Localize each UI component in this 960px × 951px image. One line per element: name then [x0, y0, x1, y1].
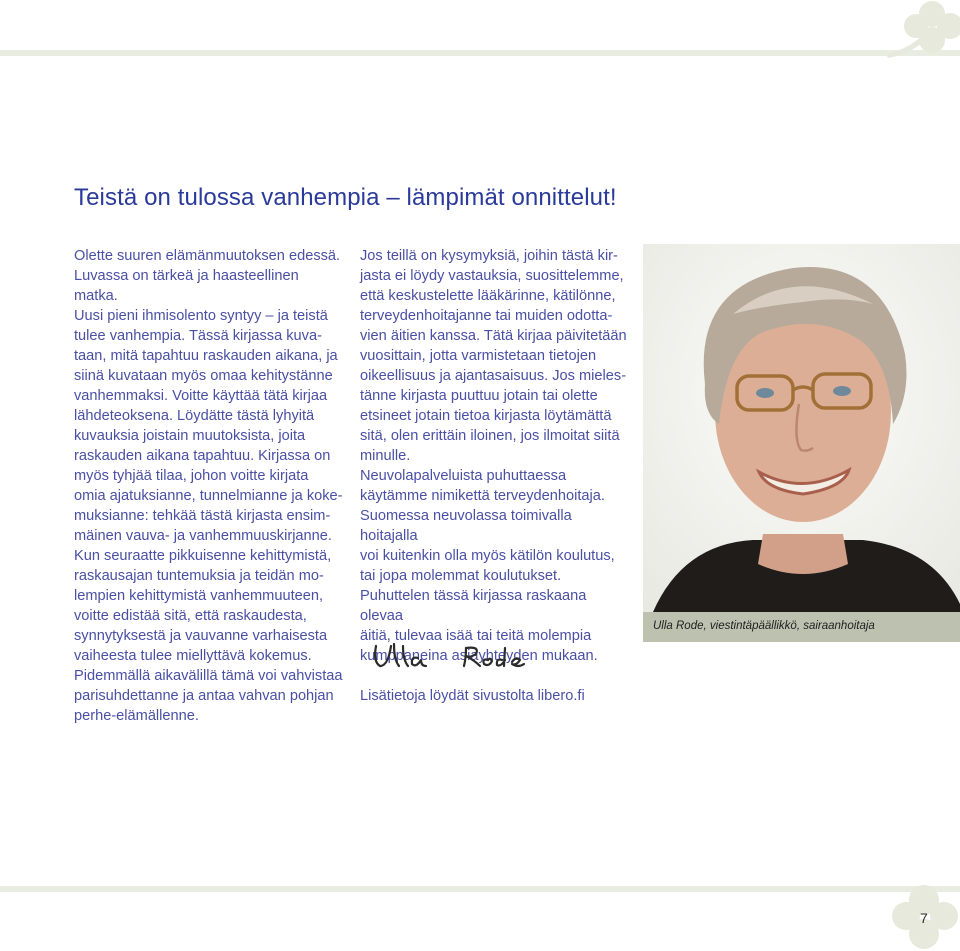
- top-decorative-band: [0, 50, 960, 56]
- photo-caption-bar: [643, 612, 960, 642]
- author-portrait: [643, 244, 960, 612]
- signature: [368, 636, 528, 676]
- clover-decoration-icon: [870, 0, 960, 62]
- page-heading: Teistä on tulossa vanhempia – lämpimät onnittelut!: [74, 184, 617, 211]
- info-text-column: Jos teillä on kysymyksiä, joihin tästä kir- jasta ei löydy vastauksia, suosittelemme, että keskustelette lääkärinne, kätilönne, terveydenhoitajanne tai muiden odotta- vien äitien kanssa. Tätä kirjaa päivitetään vuosittain, jotta varmistetaan tietojen oikeellisuus ja ajantasaisuus. Jos mieles- tänne kirjasta puuttuu jotain tai olette etsineet jotain tietoa kirjasta löytämättä sitä, olen erittäin iloinen, jos ilmoitat siitä minulle. Neuvolapalveluista puhuttaessa käytämme nimikettä terveydenhoitaja. Suomessa neuvolassa toimivalla hoitajalla voi kuitenkin olla myös kätilön koulutus, tai jopa molemmat koulutukset. Puhuttelen tässä kirjassa raskaana olevaa äitiä, tulevaa isää tai teitä molempia kumppaneina asiayhteyden mukaan.: [360, 248, 627, 664]
- bottom-decorative-band: [0, 886, 960, 892]
- photo-caption: Ulla Rode, viestintäpäällikkö, sairaanhoitaja: [653, 620, 875, 632]
- page-number: 7: [920, 910, 928, 926]
- more-info-text: Lisätietoja löydät sivustolta libero.fi: [360, 688, 585, 704]
- intro-text-column: Olette suuren elämänmuutoksen edessä. Luvassa on tärkeä ja haasteellinen matka. Uusi pieni ihmisolento syntyy – ja teistä tulee vanhempia. Tässä kirjassa kuva- taan, mitä tapahtuu raskauden aikana, ja siinä kuvataan myös omaa kehitystänne vanhemmaksi. Voitte käyttää tätä kirjaa lähdeteoksena. Löydätte tästä lyhyitä kuvauksia joistain muutoksista, joita raskauden aikana tapahtuu. Kirjassa on myös tyhjää tilaa, johon voitte kirjata omia ajatuksianne, tunnelmianne ja koke- muksianne: tehkää tästä kirjasta ensim- mäinen vauva- ja vanhemmuuskirjanne. Kun seuraatte pikkuisenne kehittymistä, raskausajan tuntemuksia ja teidän mo- lempien kehittymistä vanhemmuuteen, voitte edistää sitä, että raskaudesta, synnytyksestä ja vauvanne varhaisesta vaiheesta tulee miellyttävä kokemus. Pidemmällä aikavälillä tämä voi vahvistaa parisuhdettanne ja antaa vahvan pohjan perhe-elämällenne.: [74, 248, 343, 724]
